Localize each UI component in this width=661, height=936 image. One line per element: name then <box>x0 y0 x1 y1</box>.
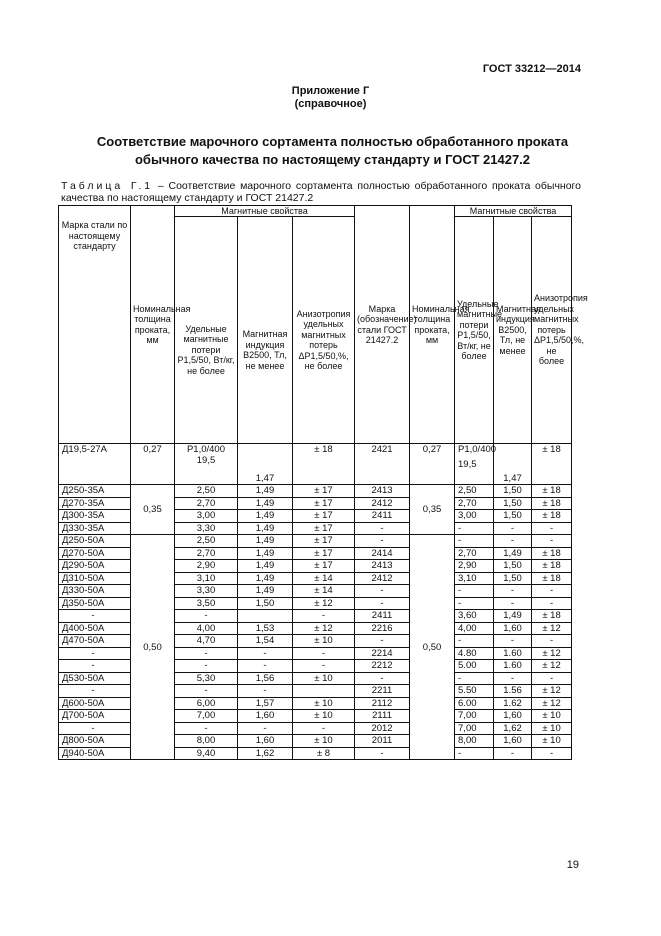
cell-induction-gost: 1.56 <box>494 685 532 698</box>
cell-grade-gost: 2011 <box>355 735 410 748</box>
cell-induction-gost: - <box>494 597 532 610</box>
cell-grade-gost: 2413 <box>355 560 410 573</box>
cell-loss-gost: 3,60 <box>455 610 494 623</box>
cell-loss: - <box>175 647 238 660</box>
cell-grade-gost: 2412 <box>355 497 410 510</box>
group-magnetic-properties-right: Магнитные свойства <box>455 206 572 217</box>
title-line-1: Соответствие марочного сортамента полностью обработанного проката <box>96 134 569 149</box>
cell-induction-gost: 1,62 <box>494 722 532 735</box>
cell-grade-gost: - <box>355 672 410 685</box>
cell-anisotropy-gost: ± 12 <box>532 685 572 698</box>
cell-loss: 8,00 <box>175 735 238 748</box>
group-050-rows <box>59 535 572 760</box>
cell-induction-gost: 1,50 <box>494 572 532 585</box>
cell-grade-gost: 2212 <box>355 660 410 673</box>
cell-induction-gost: - <box>494 635 532 648</box>
cell-induction-gost: - <box>494 672 532 685</box>
cell-thickness-gost: 0,27 <box>410 444 455 485</box>
cell-induction: 1,50 <box>238 597 293 610</box>
cell-induction: 1,49 <box>238 485 293 498</box>
cell-grade-gost: - <box>355 535 410 548</box>
table-caption <box>61 180 581 204</box>
cell-induction: 1,53 <box>238 622 293 635</box>
cell-grade: - <box>59 660 131 673</box>
cell-grade: Д300-35А <box>59 510 131 523</box>
cell-grade: Д250-50А <box>59 535 131 548</box>
cell-loss-gost: 5.00 <box>455 660 494 673</box>
table-row <box>59 535 572 548</box>
cell-grade: Д530-50А <box>59 672 131 685</box>
cell-loss: 3,00 <box>175 510 238 523</box>
cell-anisotropy-gost: ± 10 <box>532 710 572 723</box>
cell-induction: 1,49 <box>238 510 293 523</box>
cell-grade-gost: - <box>355 585 410 598</box>
cell-loss-gost: - <box>455 585 494 598</box>
cell-loss-gost <box>455 444 497 485</box>
cell-induction: 1,49 <box>238 522 293 535</box>
cell-loss-gost: 7,00 <box>455 722 494 735</box>
cell-loss-label: P1,0/400 <box>186 444 226 455</box>
cell-loss: 2,70 <box>175 547 238 560</box>
cell-induction-gost: - <box>494 535 532 548</box>
cell-grade-gost: 2412 <box>355 572 410 585</box>
cell-anisotropy: ± 14 <box>293 585 355 598</box>
cell-grade-gost: - <box>355 597 410 610</box>
cell-induction <box>238 610 293 623</box>
cell-anisotropy: - <box>293 660 355 673</box>
cell-anisotropy: ± 10 <box>293 697 355 710</box>
cell-grade: Д470-50А <box>59 635 131 648</box>
cell-grade-gost: - <box>355 635 410 648</box>
cell-anisotropy-gost: ± 12 <box>532 697 572 710</box>
cell-induction-gost: 1.60 <box>494 660 532 673</box>
cell-grade-gost: 2411 <box>355 510 410 523</box>
table-caption-label: Таблица Г.1 <box>61 180 154 192</box>
cell-grade: Д600-50А <box>59 697 131 710</box>
cell-induction: - <box>238 647 293 660</box>
cell-induction-gost: 1,49 <box>494 547 532 560</box>
cell-grade: Д270-35А <box>59 497 131 510</box>
cell-induction: 1,54 <box>238 635 293 648</box>
cell-induction-gost: 1,49 <box>494 610 532 623</box>
col-grade: Марка стали по настоящему стандарту <box>59 206 131 444</box>
cell-thickness: 0,50 <box>131 535 175 760</box>
cell-loss-gost-value: 19,5 <box>458 459 477 470</box>
cell-grade: - <box>59 647 131 660</box>
cell-anisotropy-gost: - <box>532 585 572 598</box>
cell-grade-gost: 2112 <box>355 697 410 710</box>
cell-induction: 1,62 <box>238 747 293 760</box>
cell-loss-gost: 3,00 <box>455 510 494 523</box>
cell-loss: 2,90 <box>175 560 238 573</box>
cell-anisotropy: ± 17 <box>293 535 355 548</box>
cell-anisotropy: - <box>293 610 355 623</box>
cell-anisotropy-gost: ± 18 <box>532 560 572 573</box>
cell-loss-gost: - <box>455 535 494 548</box>
cell-induction: 1,49 <box>238 535 293 548</box>
cell-loss-gost: - <box>455 635 494 648</box>
cell-anisotropy-gost: ± 18 <box>532 510 572 523</box>
cell-induction: - <box>238 660 293 673</box>
cell-loss: - <box>175 610 238 623</box>
cell-grade: Д330-35А <box>59 522 131 535</box>
cell-induction-gost: 1,50 <box>494 485 532 498</box>
appendix-type: (справочное) <box>294 98 367 110</box>
cell-induction-gost: - <box>494 585 532 598</box>
cell-anisotropy: ± 17 <box>293 522 355 535</box>
cell-loss: 2,50 <box>175 535 238 548</box>
cell-loss: 9,40 <box>175 747 238 760</box>
cell-grade-gost: 2012 <box>355 722 410 735</box>
cell-grade: Д270-50А <box>59 547 131 560</box>
cell-anisotropy-gost: ± 12 <box>532 622 572 635</box>
cell-loss: 6,00 <box>175 697 238 710</box>
cell-anisotropy-gost: - <box>532 635 572 648</box>
cell-anisotropy: ± 18 <box>293 444 355 485</box>
cell-loss-gost: 8,00 <box>455 735 494 748</box>
cell-induction-gost: 1,50 <box>494 510 532 523</box>
cell-anisotropy-gost: - <box>532 672 572 685</box>
cell-grade: - <box>59 610 131 623</box>
col-grade-gost: Марка (обозначение) стали ГОСТ 21427.2 <box>355 206 410 444</box>
cell-grade-gost: - <box>355 747 410 760</box>
cell-grade-gost: 2214 <box>355 647 410 660</box>
cell-grade: Д400-50А <box>59 622 131 635</box>
cell-grade: Д350-50А <box>59 597 131 610</box>
cell-anisotropy-gost: ± 18 <box>532 547 572 560</box>
cell-induction-gost: 1,60 <box>494 622 532 635</box>
table-caption-text: – Соответствие марочного сортамента полностью обработанного проката обычного качества по настоящему стандарту и ГОСТ 21427.2 <box>61 180 581 204</box>
cell-loss <box>175 444 238 485</box>
cell-grade: Д700-50А <box>59 710 131 723</box>
cell-grade-gost: 2111 <box>355 710 410 723</box>
cell-loss-gost: 7,00 <box>455 710 494 723</box>
col-thickness-gost: Номинальная толщина проката, мм <box>410 206 455 444</box>
cell-loss: 3,30 <box>175 585 238 598</box>
cell-anisotropy: ± 12 <box>293 597 355 610</box>
cell-thickness-gost: 0,35 <box>410 485 455 535</box>
cell-grade: Д290-50А <box>59 560 131 573</box>
page-number: 19 <box>566 859 579 871</box>
cell-grade: Д250-35А <box>59 485 131 498</box>
group-magnetic-properties-left: Магнитные свойства <box>175 206 355 217</box>
appendix-heading <box>0 85 661 111</box>
cell-induction: 1,49 <box>238 585 293 598</box>
cell-grade-gost: 2211 <box>355 685 410 698</box>
cell-anisotropy <box>293 685 355 698</box>
cell-grade-gost: 2421 <box>355 444 410 485</box>
cell-anisotropy-gost: ± 18 <box>532 444 572 485</box>
cell-anisotropy-gost: ± 18 <box>532 485 572 498</box>
cell-anisotropy: - <box>293 722 355 735</box>
cell-induction-gost: 1,50 <box>494 497 532 510</box>
cell-loss: 5,30 <box>175 672 238 685</box>
cell-anisotropy: ± 17 <box>293 510 355 523</box>
table-row <box>59 485 572 498</box>
cell-loss-gost: 4.80 <box>455 647 494 660</box>
cell-anisotropy-gost: - <box>532 597 572 610</box>
col-anisotropy: Анизотропия удельных магнитных потерь ΔP1,5/50,%, не более <box>293 217 355 444</box>
cell-thickness: 0,27 <box>131 444 175 485</box>
grade-correspondence-table <box>58 205 588 760</box>
cell-thickness: 0,35 <box>131 485 175 535</box>
cell-induction-gost: - <box>494 522 532 535</box>
cell-anisotropy-gost: ± 18 <box>532 497 572 510</box>
cell-loss-gost: - <box>455 672 494 685</box>
cell-anisotropy: ± 10 <box>293 735 355 748</box>
cell-loss-gost: - <box>455 597 494 610</box>
cell-loss: 3,50 <box>175 597 238 610</box>
cell-grade: Д940-50А <box>59 747 131 760</box>
cell-anisotropy-gost: - <box>532 747 572 760</box>
cell-induction: 1,60 <box>238 710 293 723</box>
cell-induction-gost: 1,60 <box>494 710 532 723</box>
cell-anisotropy: ± 10 <box>293 635 355 648</box>
cell-grade: Д800-50А <box>59 735 131 748</box>
cell-induction: 1,60 <box>238 735 293 748</box>
col-anisotropy-gost: Анизотропия удельных магнитных потерь ΔP1,5/50,%, не более <box>532 217 572 444</box>
cell-anisotropy: ± 8 <box>293 747 355 760</box>
cell-anisotropy-gost: - <box>532 522 572 535</box>
cell-loss-gost: 2,50 <box>455 485 494 498</box>
cell-loss-gost: 6.00 <box>455 697 494 710</box>
cell-induction: - <box>238 722 293 735</box>
cell-induction: - <box>238 685 293 698</box>
cell-loss: 7,00 <box>175 710 238 723</box>
cell-loss: 2,50 <box>175 485 238 498</box>
cell-loss-gost: 2,70 <box>455 547 494 560</box>
cell-anisotropy-gost: ± 12 <box>532 660 572 673</box>
cell-anisotropy: ± 14 <box>293 572 355 585</box>
cell-grade-gost: 2414 <box>355 547 410 560</box>
cell-loss-gost: 2,70 <box>455 497 494 510</box>
cell-anisotropy: ± 12 <box>293 622 355 635</box>
cell-loss: - <box>175 685 238 698</box>
cell-anisotropy: ± 17 <box>293 560 355 573</box>
col-induction: Магнитная индукция B2500, Тл, не менее <box>238 217 293 444</box>
cell-induction: 1,49 <box>238 547 293 560</box>
cell-loss: 2,70 <box>175 497 238 510</box>
cell-loss-gost: 2,90 <box>455 560 494 573</box>
cell-loss-gost-label: P1,0/400 <box>458 444 497 455</box>
appendix-title: Приложение Г <box>291 85 370 97</box>
cell-loss: 4,00 <box>175 622 238 635</box>
cell-grade-gost: - <box>355 522 410 535</box>
section-title <box>40 133 625 169</box>
cell-thickness-gost: 0,50 <box>410 535 455 760</box>
cell-induction: 1,49 <box>238 572 293 585</box>
group-035-rows <box>59 485 572 535</box>
cell-grade: Д310-50А <box>59 572 131 585</box>
col-induction-gost: Магнитная индукция B2500, Тл, не менее <box>494 217 532 444</box>
cell-anisotropy: - <box>293 647 355 660</box>
cell-grade-gost: 2216 <box>355 622 410 635</box>
cell-loss-value: 19,5 <box>196 455 216 466</box>
cell-anisotropy-gost: ± 12 <box>532 647 572 660</box>
cell-induction-gost: 1,50 <box>494 560 532 573</box>
col-specific-loss-gost: Удельные магнитные потери P1,5/50, Вт/кг, не более <box>455 217 494 444</box>
cell-anisotropy: ± 10 <box>293 672 355 685</box>
cell-loss-gost: 5.50 <box>455 685 494 698</box>
cell-anisotropy-gost: ± 10 <box>532 735 572 748</box>
cell-loss: - <box>175 722 238 735</box>
cell-grade: Д330-50А <box>59 585 131 598</box>
cell-anisotropy: ± 10 <box>293 710 355 723</box>
table-row <box>59 444 572 485</box>
cell-loss-gost: - <box>455 522 494 535</box>
document-code: ГОСТ 33212—2014 <box>482 63 581 75</box>
col-specific-loss: Удельные магнитные потери P1,5/50, Вт/кг, не более <box>175 217 238 444</box>
cell-anisotropy: ± 17 <box>293 497 355 510</box>
cell-anisotropy-gost: ± 18 <box>532 572 572 585</box>
cell-loss: 3,30 <box>175 522 238 535</box>
col-thickness: Номинальная толщина проката, мм <box>131 206 175 444</box>
cell-loss-gost: 4,00 <box>455 622 494 635</box>
cell-induction-gost: 1.60 <box>494 647 532 660</box>
cell-induction-gost: 1,60 <box>494 735 532 748</box>
cell-induction: 1,49 <box>238 560 293 573</box>
cell-grade: - <box>59 722 131 735</box>
cell-induction-gost: - <box>494 747 532 760</box>
cell-induction: 1,49 <box>238 497 293 510</box>
cell-grade-gost: 2413 <box>355 485 410 498</box>
cell-grade: Д19,5-27А <box>59 444 131 485</box>
cell-grade-gost: 2411 <box>355 610 410 623</box>
cell-anisotropy-gost: - <box>532 535 572 548</box>
cell-anisotropy: ± 17 <box>293 547 355 560</box>
cell-anisotropy-gost: ± 10 <box>532 722 572 735</box>
title-line-2: обычного качества по настоящему стандарту и ГОСТ 21427.2 <box>134 152 531 167</box>
cell-loss-gost: 3,10 <box>455 572 494 585</box>
cell-induction-gost: 1,47 <box>494 444 532 485</box>
cell-induction-gost: 1.62 <box>494 697 532 710</box>
cell-anisotropy-gost: ± 18 <box>532 610 572 623</box>
cell-induction: 1,56 <box>238 672 293 685</box>
cell-loss: - <box>175 660 238 673</box>
cell-loss-gost: - <box>455 747 494 760</box>
cell-induction: 1,47 <box>238 444 293 485</box>
cell-grade: - <box>59 685 131 698</box>
cell-induction: 1,57 <box>238 697 293 710</box>
cell-anisotropy: ± 17 <box>293 485 355 498</box>
cell-loss: 3,10 <box>175 572 238 585</box>
cell-loss: 4,70 <box>175 635 238 648</box>
